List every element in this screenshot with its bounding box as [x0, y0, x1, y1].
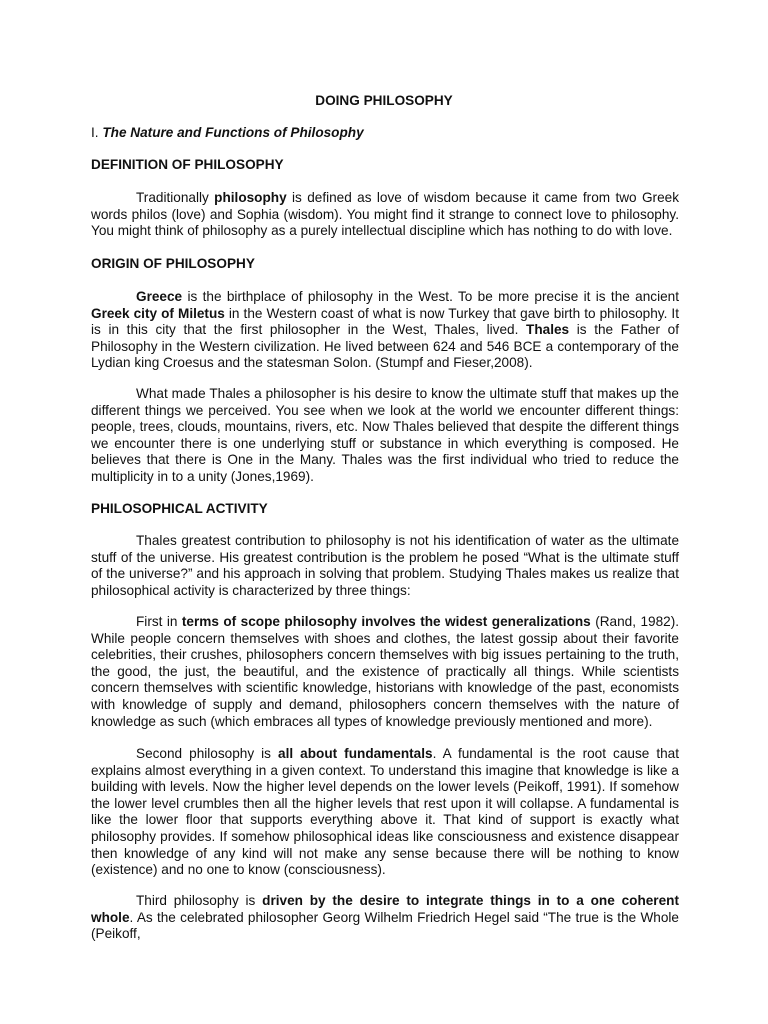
p2-text-f: is the Father of Philosophy in the Western civilization. He lived between 624 and 546 BCE a contemporary of the Lydian king Croesus and the statesman Solon. (Stumpf and Fieser,2008). [91, 322, 679, 371]
section-title: The Nature and Functions of Philosophy [102, 125, 364, 140]
p2-bold-greece: Greece [136, 289, 183, 304]
paragraph-thales-desire: What made Thales a philosopher is his desire to know the ultimate stuff that makes up the different things we perceived. You see when we look at the world we encounter different things: people, trees, clouds, mountains, rivers, etc. Now Thales believed that despite the different things we encounter there is one underlying stuff or substance in which everything is composed. He believes that there is One in the Many. Thales was the first individual who tried to reduce the multiplicity in to a unity (Jones,1969). [91, 386, 679, 484]
heading-origin: ORIGIN OF PHILOSOPHY [91, 256, 255, 271]
p7-bold-integrate: driven by the desire to integrate things in to a one coherent whole [91, 893, 679, 925]
p5-bold-scope: terms of scope philosophy involves the widest generalizations [181, 614, 591, 629]
section-number: I. [91, 125, 99, 140]
p7-text-c: . As the celebrated philosopher Georg Wilhelm Friedrich Hegel said “The true is the Whole (Peikoff, [91, 909, 679, 942]
p2-text-b: is the birthplace of philosophy in the West. To be more precise it is the ancient [182, 289, 679, 304]
paragraph-first-scope [91, 614, 679, 730]
p2-bold-thales: Thales [526, 322, 570, 338]
p6-bold-fundamentals: all about fundamentals [278, 746, 433, 761]
p1-text-c: is defined as love of wisdom because it came from two Greek words philos (love) and Sophia (wisdom). You might find it strange to connect love to philosophy. You might think of philosophy as a purely intellectual discipline which has nothing to do with love. [91, 190, 679, 239]
heading-definition: DEFINITION OF PHILOSOPHY [91, 157, 284, 172]
p7-text-a: Third philosophy is [136, 893, 263, 908]
paragraph-third-integrate [91, 893, 679, 943]
paragraph-second-fundamentals [91, 746, 679, 879]
p6-text-c: . A fundamental is the root cause that explains almost everything in a given context. To understand this imagine that knowledge is like a building with levels. Now the higher level depends on the lower levels (Peikoff, 1991). If somehow the lower level crumbles then all the higher levels that rest upon it will collapse. A fundamental is like the lower floor that supports everything above it. That kind of support is exactly what philosophy provides. If somehow philosophical ideas like consciousness and existence disappear then knowledge of any kind will not make any sense because there will be nothing to know (existence) and no one to know (consciousness). [91, 746, 680, 878]
p6-text-a: Second philosophy is [136, 746, 279, 761]
paragraph-definition [91, 190, 679, 240]
paragraph-origin [91, 289, 679, 372]
p5-text-a: First in [136, 614, 182, 629]
heading-activity: PHILOSOPHICAL ACTIVITY [91, 501, 268, 516]
p2-bold-miletus: Greek city of Miletus [91, 305, 225, 321]
paragraph-contribution: Thales greatest contribution to philosophy is not his identification of water as the ultimate stuff of the universe. His greatest contribution is the problem he posed “What is the ultimate stuff of the universe?” and his approach in solving that problem. Studying Thales makes us realize that philosophical activity is characterized by three things: [91, 533, 679, 598]
document-title: DOING PHILOSOPHY [315, 93, 453, 108]
p1-bold-philosophy: philosophy [214, 190, 287, 205]
section-heading [91, 125, 691, 142]
p1-text-a: Traditionally [136, 190, 215, 205]
p2-text-d: in the Western coast of what is now Turkey that gave birth to philosophy. It is in this city that the first philosopher in the West, Thales, lived. [91, 305, 679, 338]
p5-text-c: (Rand, 1982). While people concern themselves with shoes and clothes, the latest gossip about their favorite celebrities, their crushes, philosophers concern themselves with big issues pertaining to the truth, the good, the just, the beautiful, and the existence of practically all things. While scientists concern themselves with scientific knowledge, historians with knowledge of the past, economists with knowledge of supply and demand, philosophers concern themselves with the nature of knowledge as such (which embraces all types of knowledge previously mentioned and more). [91, 614, 679, 729]
